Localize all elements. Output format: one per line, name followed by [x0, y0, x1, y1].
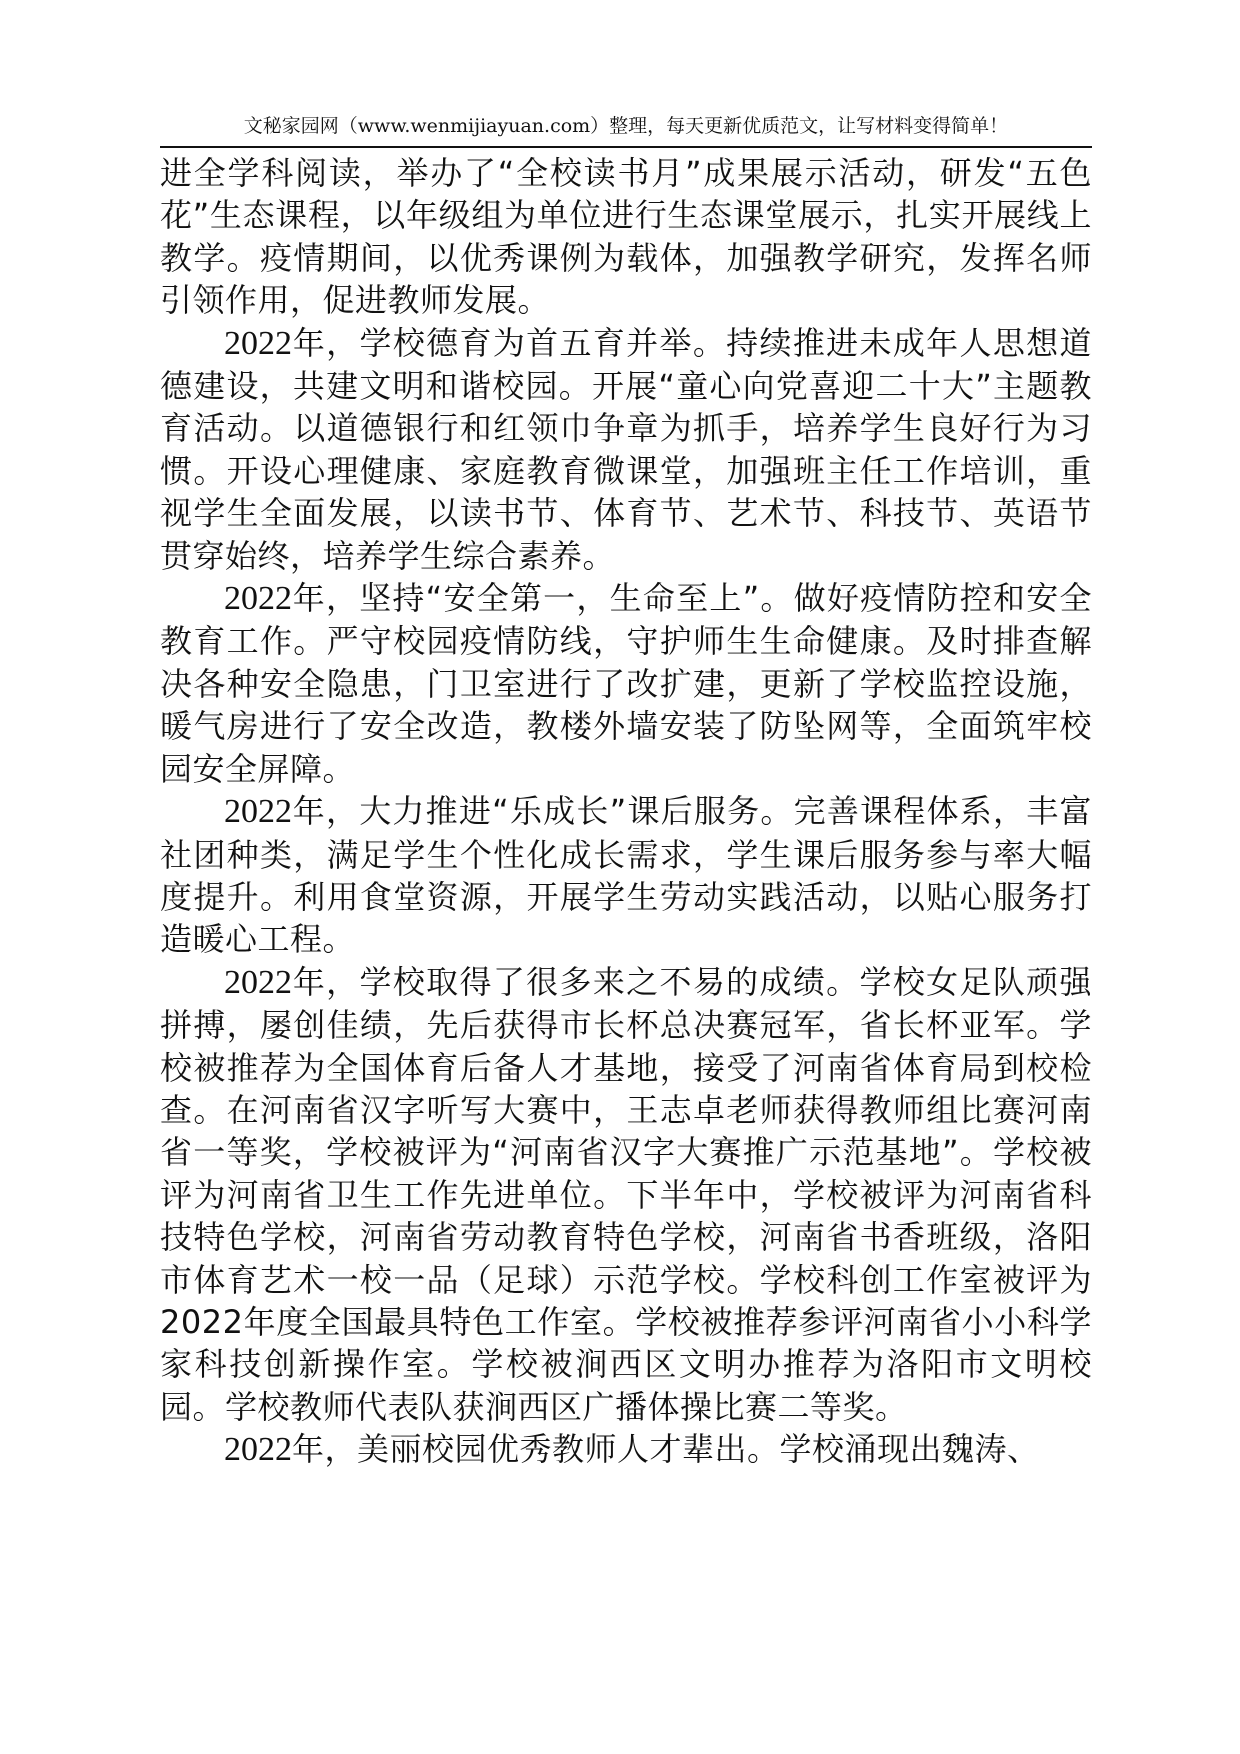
paragraph-text: 进全学科阅读，举办了“全校读书月”成果展示活动，研发“五色花”生态课程，以年级组为单位进行生态课堂展示，扎实开展线上教学。疫情期间，以优秀课例为载体，加强教学研究，发挥名师引领作用，促进教师发展。	[160, 154, 1092, 320]
paragraph-year: 2022	[224, 324, 292, 362]
paragraph-text: 年，学校德育为首五育并举。持续推进未成年人思想道德建设，共建文明和谐校园。开展“童心向党喜迎二十大”主题教育活动。以道德银行和红领巾争章为抓手，培养学生良好行为习惯。开设心理健康、家庭教育微课堂，加强班主任工作培训，重视学生全面发展，以读书节、体育节、艺术节、科技节、英语节贯穿始终，培养学生综合素养。	[160, 323, 1092, 575]
paragraph-teachers	[160, 1428, 1092, 1471]
paragraph-teaching	[160, 152, 1092, 322]
paragraph-year: 2022	[224, 1431, 292, 1469]
paragraph-year: 2022	[224, 963, 292, 1001]
paragraph-text: 年，美丽校园优秀教师人才辈出。学校涌现出魏涛、	[292, 1430, 1040, 1469]
page-header: 文秘家园网（www.wenmijiayuan.com）整理，每天更新优质范文，让写材料变得简单！	[243, 115, 1009, 137]
paragraph-text: 年，大力推进“乐成长”课后服务。完善课程体系，丰富社团种类，满足学生个性化成长需求，学生课后服务参与率大幅度提升。利用食堂资源，开展学生劳动实践活动，以贴心服务打造暖心工程。	[160, 792, 1092, 959]
paragraph-year: 2022	[224, 793, 292, 831]
paragraph-moral-education	[160, 322, 1092, 577]
paragraph-safety	[160, 577, 1092, 790]
paragraph-year: 2022	[224, 580, 292, 618]
paragraph-achievements	[160, 961, 1092, 1428]
header-divider	[160, 146, 1092, 148]
paragraph-after-school-service	[160, 790, 1092, 961]
paragraph-text: 年，坚持“安全第一，生命至上”。做好疫情防控和安全教育工作。严守校园疫情防线，守护师生生命健康。及时排查解决各种安全隐患，门卫室进行了改扩建，更新了学校监控设施，暖气房进行了安全改造，教楼外墙安装了防坠网等，全面筑牢校园安全屏障。	[160, 579, 1092, 788]
document-body	[160, 152, 1092, 1472]
paragraph-text: 年，学校取得了很多来之不易的成绩。学校女足队顽强拼搏，屡创佳绩，先后获得市长杯总决赛冠军，省长杯亚军。学校被推荐为全国体育后备人才基地，接受了河南省体育局到校检查。在河南省汉字听写大赛中，王志卓老师获得教师组比赛河南省一等奖，学校被评为“河南省汉字大赛推广示范基地”。学校被评为河南省卫生工作先进单位。下半年中，学校被评为河南省科技特色学校，河南省劳动教育特色学校，河南省书香班级，洛阳市体育艺术一校一品（足球）示范学校。学校科创工作室被评为2022年度全国最具特色工作室。学校被推荐参评河南省小小科学家科技创新操作室。学校被涧西区文明办推荐为洛阳市文明校园。学校教师代表队获涧西区广播体操比赛二等奖。	[160, 962, 1092, 1426]
